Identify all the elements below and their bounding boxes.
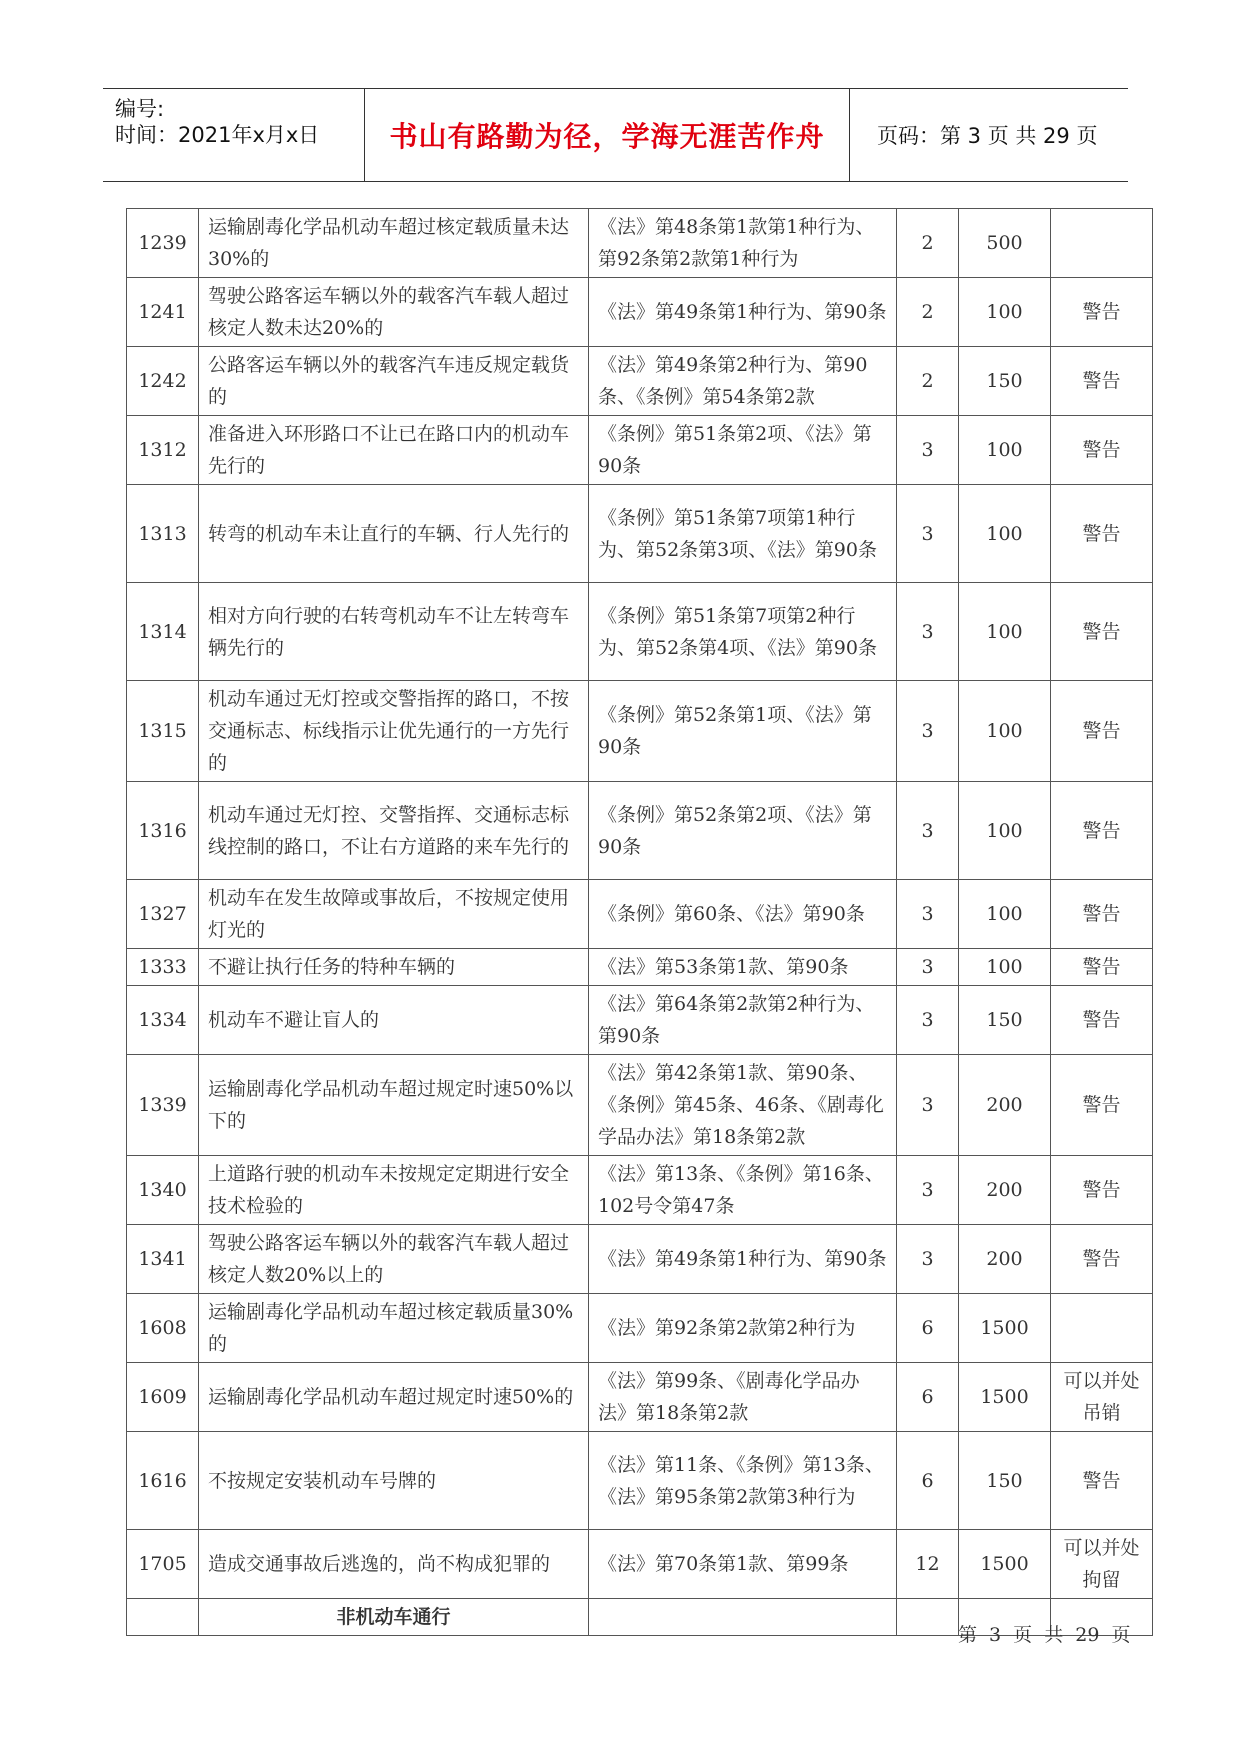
additional-penalty: 警告	[1051, 986, 1153, 1055]
legal-basis: 《法》第49条第2种行为、第90条、《条例》第54条第2款	[589, 347, 897, 416]
violation-description: 机动车通过无灯控或交警指挥的路口，不按交通标志、标线指示让优先通行的一方先行的	[199, 681, 589, 782]
violation-description: 造成交通事故后逃逸的，尚不构成犯罪的	[199, 1530, 589, 1599]
penalty-points: 3	[897, 485, 959, 583]
violation-code: 1341	[127, 1225, 199, 1294]
violation-description: 机动车不避让盲人的	[199, 986, 589, 1055]
fine-amount: 100	[959, 583, 1051, 681]
table-row	[127, 681, 1153, 782]
legal-basis: 《法》第99条、《剧毒化学品办法》第18条第2款	[589, 1363, 897, 1432]
additional-penalty: 警告	[1051, 278, 1153, 347]
table-row	[127, 1530, 1153, 1599]
violation-code: 1334	[127, 986, 199, 1055]
table-row	[127, 949, 1153, 986]
violation-code: 1239	[127, 209, 199, 278]
violation-code: 1314	[127, 583, 199, 681]
violation-description: 机动车通过无灯控、交警指挥、交通标志标线控制的路口，不让右方道路的来车先行的	[199, 782, 589, 880]
additional-penalty: 警告	[1051, 949, 1153, 986]
violation-description: 公路客运车辆以外的载客汽车违反规定载货的	[199, 347, 589, 416]
violation-description: 不避让执行任务的特种车辆的	[199, 949, 589, 986]
additional-penalty: 警告	[1051, 347, 1153, 416]
penalty-points: 2	[897, 278, 959, 347]
table-row	[127, 1156, 1153, 1225]
violation-code: 1312	[127, 416, 199, 485]
table-row	[127, 278, 1153, 347]
violation-description: 上道路行驶的机动车未按规定定期进行安全技术检验的	[199, 1156, 589, 1225]
legal-basis: 《法》第42条第1款、第90条、《条例》第45条、46条、《剧毒化学品办法》第18条第2款	[589, 1055, 897, 1156]
additional-penalty: 警告	[1051, 1156, 1153, 1225]
legal-basis: 《法》第11条、《条例》第13条、《法》第95条第2款第3种行为	[589, 1432, 897, 1530]
fine-amount: 1500	[959, 1363, 1051, 1432]
legal-basis: 《法》第49条第1种行为、第90条	[589, 278, 897, 347]
violation-code: 1315	[127, 681, 199, 782]
fine-amount: 100	[959, 416, 1051, 485]
table-row	[127, 986, 1153, 1055]
legal-basis: 《法》第64条第2款第2种行为、第90条	[589, 986, 897, 1055]
legal-basis: 《法》第70条第1款、第99条	[589, 1530, 897, 1599]
violation-description: 不按规定安装机动车号牌的	[199, 1432, 589, 1530]
violation-code: 1339	[127, 1055, 199, 1156]
penalty-points: 12	[897, 1530, 959, 1599]
legal-basis: 《条例》第51条第7项第1种行为、第52条第3项、《法》第90条	[589, 485, 897, 583]
legal-basis: 《条例》第52条第1项、《法》第90条	[589, 681, 897, 782]
penalty-points: 3	[897, 416, 959, 485]
table-row	[127, 1432, 1153, 1530]
table-row	[127, 1225, 1153, 1294]
violation-code: 1608	[127, 1294, 199, 1363]
additional-penalty: 警告	[1051, 1432, 1153, 1530]
motto: 书山有路勤为径，学海无涯苦作舟	[365, 89, 850, 181]
fine-amount: 1500	[959, 1530, 1051, 1599]
additional-penalty	[1051, 1294, 1153, 1363]
penalty-points: 3	[897, 1225, 959, 1294]
violation-code: 1705	[127, 1530, 199, 1599]
fine-amount: 100	[959, 949, 1051, 986]
penalty-points: 3	[897, 1156, 959, 1225]
violation-code: 1609	[127, 1363, 199, 1432]
violation-description: 运输剧毒化学品机动车超过规定时速50%的	[199, 1363, 589, 1432]
section-title: 非机动车通行	[199, 1599, 589, 1636]
page-footer: 第 3 页 共 29 页	[958, 1624, 1131, 1646]
violation-description: 运输剧毒化学品机动车超过核定载质量未达30%的	[199, 209, 589, 278]
legal-basis: 《条例》第51条第2项、《法》第90条	[589, 416, 897, 485]
fine-amount: 150	[959, 986, 1051, 1055]
violation-code: 1616	[127, 1432, 199, 1530]
number-label: 编号:	[115, 97, 165, 121]
additional-penalty: 可以并处吊销	[1051, 1363, 1153, 1432]
fine-amount: 500	[959, 209, 1051, 278]
table-row	[127, 1055, 1153, 1156]
fine-amount: 150	[959, 347, 1051, 416]
penalty-points: 3	[897, 880, 959, 949]
additional-penalty: 警告	[1051, 485, 1153, 583]
violation-description: 相对方向行驶的右转弯机动车不让左转弯车辆先行的	[199, 583, 589, 681]
penalty-points: 6	[897, 1432, 959, 1530]
violation-table	[126, 208, 1153, 1636]
empty-cell	[127, 1599, 199, 1636]
violation-description: 机动车在发生故障或事故后，不按规定使用灯光的	[199, 880, 589, 949]
table-row	[127, 782, 1153, 880]
table-row	[127, 583, 1153, 681]
table-row	[127, 1294, 1153, 1363]
additional-penalty	[1051, 209, 1153, 278]
penalty-points: 3	[897, 1055, 959, 1156]
table-row	[127, 880, 1153, 949]
table-row	[127, 347, 1153, 416]
additional-penalty: 警告	[1051, 416, 1153, 485]
violation-code: 1241	[127, 278, 199, 347]
penalty-points: 3	[897, 681, 959, 782]
fine-amount: 200	[959, 1055, 1051, 1156]
fine-amount: 1500	[959, 1294, 1051, 1363]
penalty-points: 2	[897, 347, 959, 416]
fine-amount: 150	[959, 1432, 1051, 1530]
violation-code: 1333	[127, 949, 199, 986]
page-header	[103, 88, 1128, 182]
header-meta	[103, 89, 365, 181]
violation-table-body	[127, 209, 1153, 1636]
fine-amount: 200	[959, 1225, 1051, 1294]
penalty-points: 3	[897, 949, 959, 986]
time-label: 时间：2021年x月x日	[115, 123, 320, 147]
additional-penalty: 警告	[1051, 1225, 1153, 1294]
table-row	[127, 209, 1153, 278]
legal-basis: 《法》第48条第1款第1种行为、第92条第2款第1种行为	[589, 209, 897, 278]
violation-code: 1316	[127, 782, 199, 880]
legal-basis: 《法》第53条第1款、第90条	[589, 949, 897, 986]
violation-code: 1313	[127, 485, 199, 583]
legal-basis: 《法》第92条第2款第2种行为	[589, 1294, 897, 1363]
fine-amount: 100	[959, 880, 1051, 949]
violation-code: 1242	[127, 347, 199, 416]
penalty-points: 3	[897, 583, 959, 681]
additional-penalty: 警告	[1051, 782, 1153, 880]
penalty-points: 2	[897, 209, 959, 278]
legal-basis: 《条例》第52条第2项、《法》第90条	[589, 782, 897, 880]
fine-amount: 100	[959, 782, 1051, 880]
legal-basis: 《条例》第60条、《法》第90条	[589, 880, 897, 949]
additional-penalty: 警告	[1051, 1055, 1153, 1156]
penalty-points: 3	[897, 782, 959, 880]
empty-cell	[897, 1599, 959, 1636]
violation-description: 准备进入环形路口不让已在路口内的机动车先行的	[199, 416, 589, 485]
additional-penalty: 警告	[1051, 583, 1153, 681]
penalty-points: 3	[897, 986, 959, 1055]
additional-penalty: 可以并处拘留	[1051, 1530, 1153, 1599]
violation-description: 运输剧毒化学品机动车超过核定载质量30%的	[199, 1294, 589, 1363]
fine-amount: 100	[959, 485, 1051, 583]
table-row	[127, 485, 1153, 583]
empty-cell	[589, 1599, 897, 1636]
additional-penalty: 警告	[1051, 880, 1153, 949]
penalty-points: 6	[897, 1294, 959, 1363]
penalty-points: 6	[897, 1363, 959, 1432]
legal-basis: 《条例》第51条第7项第2种行为、第52条第4项、《法》第90条	[589, 583, 897, 681]
violation-description: 运输剧毒化学品机动车超过规定时速50%以下的	[199, 1055, 589, 1156]
fine-amount: 100	[959, 681, 1051, 782]
legal-basis: 《法》第13条、《条例》第16条、102号令第47条	[589, 1156, 897, 1225]
page-info: 页码：第 3 页 共 29 页	[877, 124, 1098, 148]
violation-description: 驾驶公路客运车辆以外的载客汽车载人超过核定人数20%以上的	[199, 1225, 589, 1294]
legal-basis: 《法》第49条第1种行为、第90条	[589, 1225, 897, 1294]
table-row	[127, 416, 1153, 485]
additional-penalty: 警告	[1051, 681, 1153, 782]
violation-code: 1327	[127, 880, 199, 949]
fine-amount: 100	[959, 278, 1051, 347]
fine-amount: 200	[959, 1156, 1051, 1225]
violation-description: 驾驶公路客运车辆以外的载客汽车载人超过核定人数未达20%的	[199, 278, 589, 347]
table-row	[127, 1363, 1153, 1432]
violation-code: 1340	[127, 1156, 199, 1225]
violation-description: 转弯的机动车未让直行的车辆、行人先行的	[199, 485, 589, 583]
